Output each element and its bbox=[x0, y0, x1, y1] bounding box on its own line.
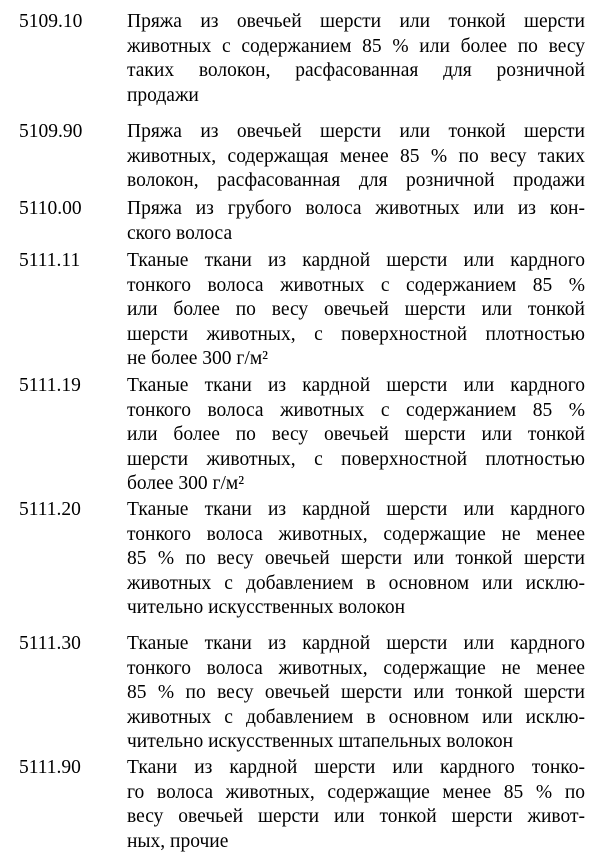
description-line: животных с содержанием 85 % или более по весу bbox=[127, 35, 585, 57]
description-line: животных с добавлением в основном или исклю- bbox=[127, 706, 585, 728]
description-line: Тканые ткани из кардной шерсти или кардного bbox=[127, 633, 585, 654]
description-line: шерсти животных, с поверхностной плотностью bbox=[127, 323, 585, 345]
description-line: Тканые ткани из кардной шерсти или кардного bbox=[127, 375, 585, 396]
description-line: Пряжа из овечьей шерсти или тонкой шерсти bbox=[127, 11, 585, 32]
tariff-code: 5111.19 bbox=[19, 375, 81, 396]
tariff-code: 5111.30 bbox=[19, 633, 81, 654]
tariff-description bbox=[127, 197, 585, 246]
description-line: 85 % по весу овечьей шерсти или тонкой шерсти bbox=[127, 682, 585, 704]
description-line: 85 % по весу овечьей шерсти или тонкой шерсти bbox=[127, 548, 585, 570]
tariff-description bbox=[127, 374, 585, 497]
description-line: чительно искусственных штапельных волокон bbox=[127, 731, 514, 753]
tariff-code: 5109.90 bbox=[19, 121, 83, 142]
description-line: тонкого волоса животных с содержанием 85 % bbox=[127, 274, 585, 296]
tariff-description bbox=[127, 498, 585, 621]
tariff-description bbox=[127, 10, 585, 108]
description-line: продажи bbox=[127, 84, 199, 106]
description-line: Тканые ткани из кардной шерсти или кардного bbox=[127, 250, 585, 271]
tariff-code: 5111.90 bbox=[19, 757, 81, 778]
tariff-code: 5109.10 bbox=[19, 11, 83, 32]
tariff-code: 5110.00 bbox=[19, 198, 82, 219]
tariff-description bbox=[127, 249, 585, 372]
tariff-code: 5111.11 bbox=[19, 250, 81, 271]
description-line: ского волоса bbox=[127, 222, 233, 244]
tariff-code: 5111.20 bbox=[19, 499, 81, 520]
tariff-description bbox=[127, 120, 585, 194]
description-line: шерсти животных, с поверхностной плотностью bbox=[127, 448, 585, 470]
description-line: животных, содержащая менее 85 % по весу таких bbox=[127, 145, 585, 167]
description-line: животных с добавлением в основном или исклю- bbox=[127, 572, 585, 594]
description-line: чительно искусственных волокон bbox=[127, 597, 406, 619]
description-line: не более 300 г/м² bbox=[127, 348, 269, 370]
description-line: или более по весу овечьей шерсти или тонкой bbox=[127, 299, 585, 321]
description-line: весу овечьей шерсти или тонкой шерсти живот- bbox=[127, 806, 585, 828]
description-line: тонкого волоса животных, содержащие не менее bbox=[127, 657, 585, 679]
description-line: Пряжа из грубого волоса животных или из кон- bbox=[127, 198, 585, 219]
tariff-description bbox=[127, 756, 585, 854]
description-line: волокон, расфасованная для розничной продажи bbox=[127, 170, 585, 192]
description-line: ных, прочие bbox=[127, 830, 229, 852]
description-line: таких волокон, расфасованная для розничной bbox=[127, 60, 585, 82]
description-line: более 300 г/м² bbox=[127, 473, 245, 495]
description-line: тонкого волоса животных, содержащие не менее bbox=[127, 523, 585, 545]
description-line: го волоса животных, содержащие менее 85 % по bbox=[127, 781, 585, 803]
description-line: Пряжа из овечьей шерсти или тонкой шерсти bbox=[127, 121, 585, 142]
description-line: Тканые ткани из кардной шерсти или кардного bbox=[127, 499, 585, 520]
description-line: тонкого волоса животных с содержанием 85 % bbox=[127, 399, 585, 421]
tariff-description bbox=[127, 632, 585, 755]
description-line: Ткани из кардной шерсти или кардного тонко- bbox=[127, 757, 585, 778]
description-line: или более по весу овечьей шерсти или тонкой bbox=[127, 424, 585, 446]
